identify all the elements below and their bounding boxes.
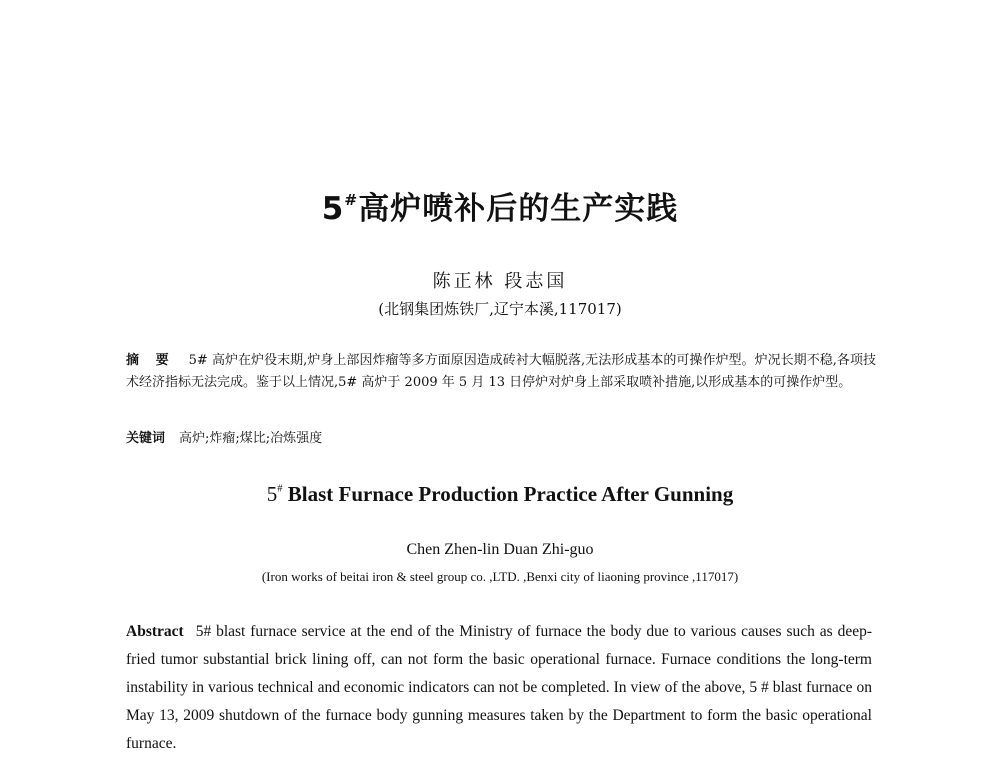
english-abstract-label: Abstract (126, 623, 184, 640)
chinese-authors: 陈正林 段志国 (432, 271, 568, 292)
english-abstract (126, 618, 872, 758)
chinese-keywords (126, 428, 876, 450)
chinese-title (0, 183, 1000, 228)
english-affiliation: (Iron works of beitai iron & steel group co. ,LTD. ,Benxi city of liaoning province ,117017) (261, 569, 739, 584)
chinese-title-number: 5 (321, 191, 345, 227)
chinese-affiliation: (北钢集团炼铁厂,辽宁本溪,117017) (378, 300, 622, 318)
chinese-keywords-text: 高炉;炸瘤;煤比;冶炼强度 (179, 431, 323, 446)
english-title-sup: # (277, 483, 283, 495)
chinese-abstract-text: 5# 高炉在炉役末期,炉身上部因炸瘤等多方面原因造成砖衬大幅脱落,无法形成基本的可操作炉型。炉况长期不稳,各项技术经济指标无法完成。鉴于以上情况,5# 高炉于 2009 年 5 月 13 日停炉对炉身上部采取喷补措施,以形成基本的可操作炉型。 (126, 353, 876, 390)
english-abstract-text: 5# blast furnace service at the end of the Ministry of furnace the body due to various causes such as deep-fried tumor substantial brick lining off, can not form the basic operational furnace. Furnace conditions the long-term instability in various technical and economic indicators can not be completed. In view of the above, 5 # blast furnace on May 13, 2009 shutdown of the furnace body gunning measures taken by the Department to form the basic operational furnace. (126, 623, 872, 752)
chinese-abstract-label: 摘 要 (126, 353, 175, 368)
english-title-number: 5 (266, 482, 278, 506)
english-title-text: Blast Furnace Production Practice After Gunning (287, 482, 734, 506)
english-title (0, 482, 1000, 507)
chinese-keywords-label: 关键词 (126, 431, 166, 446)
chinese-title-sup: # (344, 191, 359, 210)
chinese-abstract (126, 350, 876, 394)
chinese-title-text: 高炉喷补后的生产实践 (358, 191, 679, 227)
english-authors: Chen Zhen-lin Duan Zhi-guo (406, 541, 594, 558)
